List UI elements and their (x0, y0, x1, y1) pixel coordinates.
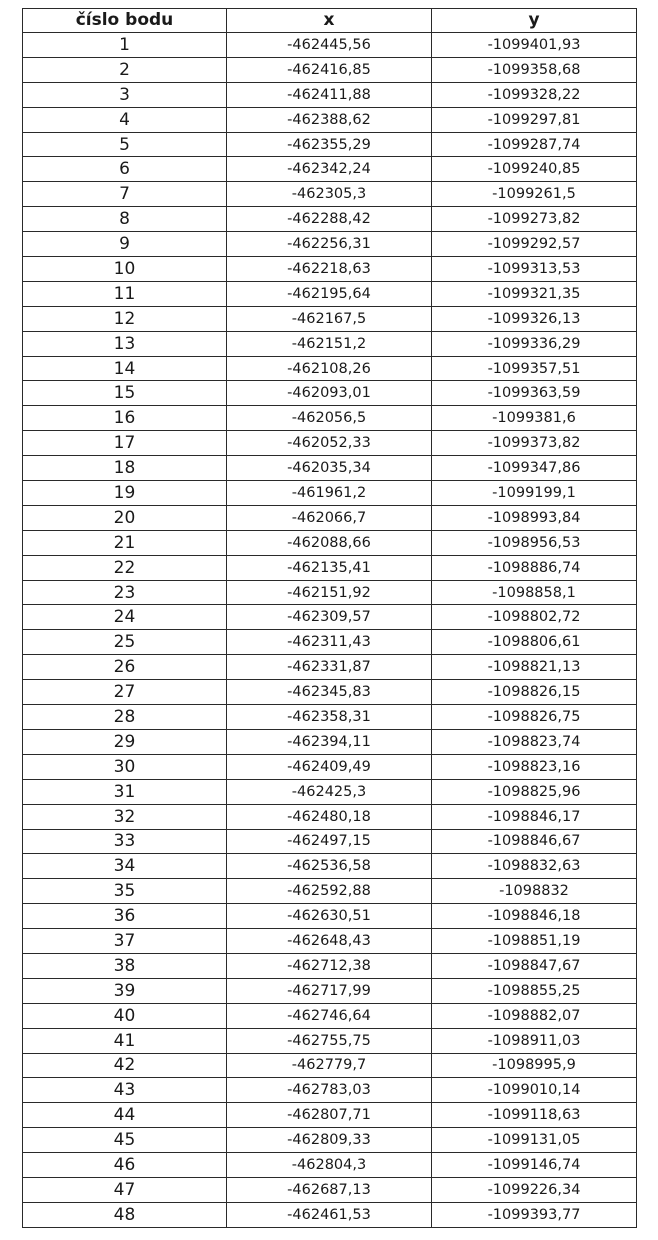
x-coordinate-cell: -462342,24 (227, 157, 432, 182)
y-coordinate-cell: -1098956,53 (432, 530, 637, 555)
x-coordinate-cell: -462309,57 (227, 605, 432, 630)
table-body (23, 33, 637, 1228)
table-row (23, 1078, 637, 1103)
x-coordinate-cell: -462416,85 (227, 57, 432, 82)
point-number-cell: 3 (23, 82, 227, 107)
table-row (23, 929, 637, 954)
y-coordinate-cell: -1099358,68 (432, 57, 637, 82)
x-coordinate-cell: -462425,3 (227, 779, 432, 804)
point-number-cell: 7 (23, 182, 227, 207)
x-coordinate-cell: -462388,62 (227, 107, 432, 132)
point-number-cell: 42 (23, 1053, 227, 1078)
table-row (23, 182, 637, 207)
x-coordinate-cell: -462035,34 (227, 456, 432, 481)
table-header-row (23, 9, 637, 33)
point-number-cell: 35 (23, 879, 227, 904)
y-coordinate-cell: -1099313,53 (432, 257, 637, 282)
point-number-cell: 44 (23, 1103, 227, 1128)
x-coordinate-cell: -462497,15 (227, 829, 432, 854)
y-coordinate-cell: -1099297,81 (432, 107, 637, 132)
point-number-cell: 24 (23, 605, 227, 630)
point-number-cell: 32 (23, 804, 227, 829)
table-row (23, 729, 637, 754)
table-row (23, 705, 637, 730)
table-row (23, 132, 637, 157)
table-row (23, 655, 637, 680)
table-row (23, 331, 637, 356)
y-coordinate-cell: -1098882,07 (432, 1003, 637, 1028)
x-coordinate-cell: -462256,31 (227, 232, 432, 257)
x-coordinate-cell: -462066,7 (227, 505, 432, 530)
table-row (23, 1028, 637, 1053)
table-row (23, 978, 637, 1003)
y-coordinate-cell: -1098832,63 (432, 854, 637, 879)
y-coordinate-cell: -1099321,35 (432, 281, 637, 306)
point-number-cell: 36 (23, 904, 227, 929)
y-coordinate-cell: -1099328,22 (432, 82, 637, 107)
y-coordinate-cell: -1098855,25 (432, 978, 637, 1003)
x-coordinate-cell: -462331,87 (227, 655, 432, 680)
point-number-cell: 17 (23, 431, 227, 456)
table-row (23, 1177, 637, 1202)
y-coordinate-cell: -1098846,18 (432, 904, 637, 929)
table-row (23, 829, 637, 854)
table-row (23, 57, 637, 82)
table-row (23, 904, 637, 929)
x-coordinate-cell: -462536,58 (227, 854, 432, 879)
point-number-cell: 21 (23, 530, 227, 555)
table-row (23, 356, 637, 381)
point-number-cell: 47 (23, 1177, 227, 1202)
point-number-cell: 45 (23, 1128, 227, 1153)
point-number-cell: 28 (23, 705, 227, 730)
y-coordinate-cell: -1098993,84 (432, 505, 637, 530)
y-coordinate-cell: -1098821,13 (432, 655, 637, 680)
x-coordinate-cell: -462783,03 (227, 1078, 432, 1103)
y-coordinate-cell: -1099292,57 (432, 232, 637, 257)
y-coordinate-cell: -1099401,93 (432, 33, 637, 58)
point-number-cell: 30 (23, 754, 227, 779)
y-coordinate-cell: -1099326,13 (432, 306, 637, 331)
point-number-cell: 4 (23, 107, 227, 132)
x-coordinate-cell: -462151,2 (227, 331, 432, 356)
point-number-cell: 16 (23, 406, 227, 431)
y-coordinate-cell: -1099226,34 (432, 1177, 637, 1202)
table-row (23, 879, 637, 904)
point-number-cell: 25 (23, 630, 227, 655)
x-coordinate-cell: -462717,99 (227, 978, 432, 1003)
table-row (23, 107, 637, 132)
point-number-cell: 8 (23, 207, 227, 232)
y-coordinate-cell: -1099381,6 (432, 406, 637, 431)
point-number-cell: 13 (23, 331, 227, 356)
table-row (23, 381, 637, 406)
y-coordinate-cell: -1098847,67 (432, 953, 637, 978)
x-coordinate-cell: -462108,26 (227, 356, 432, 381)
y-coordinate-cell: -1099336,29 (432, 331, 637, 356)
point-number-cell: 15 (23, 381, 227, 406)
x-coordinate-cell: -462411,88 (227, 82, 432, 107)
table-row (23, 257, 637, 282)
table-row (23, 754, 637, 779)
table-row (23, 953, 637, 978)
y-coordinate-cell: -1098858,1 (432, 580, 637, 605)
x-coordinate-cell: -462305,3 (227, 182, 432, 207)
x-coordinate-cell: -462135,41 (227, 555, 432, 580)
table-row (23, 1003, 637, 1028)
point-number-cell: 22 (23, 555, 227, 580)
table-row (23, 157, 637, 182)
x-coordinate-cell: -462167,5 (227, 306, 432, 331)
point-number-cell: 11 (23, 281, 227, 306)
point-number-cell: 37 (23, 929, 227, 954)
x-coordinate-cell: -462088,66 (227, 530, 432, 555)
table-row (23, 580, 637, 605)
y-coordinate-cell: -1099261,5 (432, 182, 637, 207)
x-coordinate-cell: -462358,31 (227, 705, 432, 730)
point-number-cell: 10 (23, 257, 227, 282)
x-coordinate-cell: -461961,2 (227, 481, 432, 506)
point-number-cell: 38 (23, 953, 227, 978)
x-coordinate-cell: -462052,33 (227, 431, 432, 456)
y-coordinate-cell: -1099199,1 (432, 481, 637, 506)
point-number-cell: 19 (23, 481, 227, 506)
y-coordinate-cell: -1098823,16 (432, 754, 637, 779)
table-row (23, 779, 637, 804)
y-coordinate-cell: -1099373,82 (432, 431, 637, 456)
coordinate-table (22, 8, 637, 1228)
x-coordinate-cell: -462687,13 (227, 1177, 432, 1202)
x-coordinate-cell: -462807,71 (227, 1103, 432, 1128)
table-row (23, 1053, 637, 1078)
x-coordinate-cell: -462056,5 (227, 406, 432, 431)
x-coordinate-cell: -462648,43 (227, 929, 432, 954)
y-coordinate-cell: -1099240,85 (432, 157, 637, 182)
table-row (23, 1128, 637, 1153)
y-coordinate-cell: -1098851,19 (432, 929, 637, 954)
x-coordinate-cell: -462746,64 (227, 1003, 432, 1028)
y-coordinate-cell: -1098802,72 (432, 605, 637, 630)
point-number-cell: 26 (23, 655, 227, 680)
column-header-x: x (227, 9, 432, 33)
table-row (23, 1153, 637, 1178)
table-row (23, 82, 637, 107)
table-row (23, 431, 637, 456)
table-row (23, 680, 637, 705)
x-coordinate-cell: -462151,92 (227, 580, 432, 605)
x-coordinate-cell: -462093,01 (227, 381, 432, 406)
point-number-cell: 23 (23, 580, 227, 605)
point-number-cell: 5 (23, 132, 227, 157)
column-header-point-number: číslo bodu (23, 9, 227, 33)
x-coordinate-cell: -462480,18 (227, 804, 432, 829)
point-number-cell: 14 (23, 356, 227, 381)
table-row (23, 630, 637, 655)
x-coordinate-cell: -462809,33 (227, 1128, 432, 1153)
table-row (23, 281, 637, 306)
x-coordinate-cell: -462592,88 (227, 879, 432, 904)
point-number-cell: 18 (23, 456, 227, 481)
y-coordinate-cell: -1099146,74 (432, 1153, 637, 1178)
y-coordinate-cell: -1098995,9 (432, 1053, 637, 1078)
point-number-cell: 31 (23, 779, 227, 804)
point-number-cell: 27 (23, 680, 227, 705)
point-number-cell: 20 (23, 505, 227, 530)
x-coordinate-cell: -462288,42 (227, 207, 432, 232)
x-coordinate-cell: -462712,38 (227, 953, 432, 978)
x-coordinate-cell: -462779,7 (227, 1053, 432, 1078)
point-number-cell: 43 (23, 1078, 227, 1103)
table-row (23, 804, 637, 829)
x-coordinate-cell: -462311,43 (227, 630, 432, 655)
table-row (23, 456, 637, 481)
table-row (23, 854, 637, 879)
y-coordinate-cell: -1099393,77 (432, 1202, 637, 1227)
point-number-cell: 9 (23, 232, 227, 257)
y-coordinate-cell: -1099357,51 (432, 356, 637, 381)
y-coordinate-cell: -1098832 (432, 879, 637, 904)
table-row (23, 232, 637, 257)
x-coordinate-cell: -462345,83 (227, 680, 432, 705)
table-row (23, 306, 637, 331)
x-coordinate-cell: -462218,63 (227, 257, 432, 282)
table-row (23, 1202, 637, 1227)
point-number-cell: 41 (23, 1028, 227, 1053)
point-number-cell: 6 (23, 157, 227, 182)
table-row (23, 530, 637, 555)
table-row (23, 481, 637, 506)
y-coordinate-cell: -1098806,61 (432, 630, 637, 655)
y-coordinate-cell: -1098886,74 (432, 555, 637, 580)
y-coordinate-cell: -1098826,15 (432, 680, 637, 705)
y-coordinate-cell: -1098825,96 (432, 779, 637, 804)
y-coordinate-cell: -1099287,74 (432, 132, 637, 157)
point-number-cell: 29 (23, 729, 227, 754)
x-coordinate-cell: -462409,49 (227, 754, 432, 779)
y-coordinate-cell: -1099363,59 (432, 381, 637, 406)
y-coordinate-cell: -1099010,14 (432, 1078, 637, 1103)
y-coordinate-cell: -1098846,67 (432, 829, 637, 854)
point-number-cell: 34 (23, 854, 227, 879)
table-row (23, 505, 637, 530)
y-coordinate-cell: -1098823,74 (432, 729, 637, 754)
table-row (23, 33, 637, 58)
y-coordinate-cell: -1099273,82 (432, 207, 637, 232)
point-number-cell: 12 (23, 306, 227, 331)
x-coordinate-cell: -462195,64 (227, 281, 432, 306)
x-coordinate-cell: -462445,56 (227, 33, 432, 58)
table-row (23, 406, 637, 431)
table-row (23, 207, 637, 232)
y-coordinate-cell: -1098911,03 (432, 1028, 637, 1053)
point-number-cell: 2 (23, 57, 227, 82)
point-number-cell: 1 (23, 33, 227, 58)
x-coordinate-cell: -462461,53 (227, 1202, 432, 1227)
point-number-cell: 33 (23, 829, 227, 854)
column-header-y: y (432, 9, 637, 33)
y-coordinate-cell: -1098846,17 (432, 804, 637, 829)
y-coordinate-cell: -1099131,05 (432, 1128, 637, 1153)
y-coordinate-cell: -1099118,63 (432, 1103, 637, 1128)
table-row (23, 1103, 637, 1128)
y-coordinate-cell: -1099347,86 (432, 456, 637, 481)
point-number-cell: 48 (23, 1202, 227, 1227)
x-coordinate-cell: -462804,3 (227, 1153, 432, 1178)
y-coordinate-cell: -1098826,75 (432, 705, 637, 730)
x-coordinate-cell: -462355,29 (227, 132, 432, 157)
x-coordinate-cell: -462630,51 (227, 904, 432, 929)
x-coordinate-cell: -462394,11 (227, 729, 432, 754)
point-number-cell: 40 (23, 1003, 227, 1028)
point-number-cell: 39 (23, 978, 227, 1003)
table-row (23, 555, 637, 580)
x-coordinate-cell: -462755,75 (227, 1028, 432, 1053)
table-row (23, 605, 637, 630)
point-number-cell: 46 (23, 1153, 227, 1178)
